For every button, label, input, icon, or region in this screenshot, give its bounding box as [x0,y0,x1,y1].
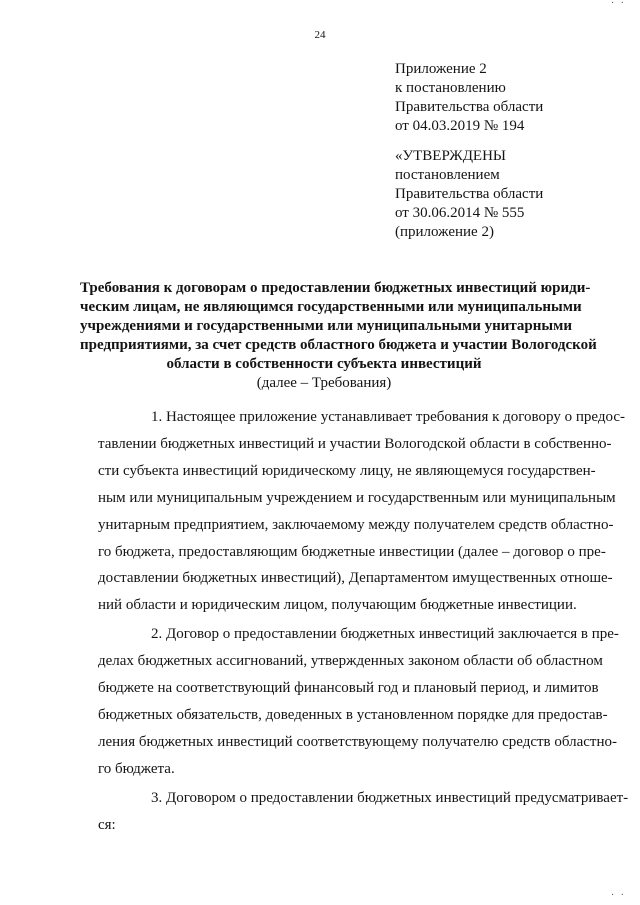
paragraph-1 [98,404,625,619]
corner-mark-bottom: · · [610,890,626,901]
paragraph-2 [98,621,619,782]
document-title [80,279,597,374]
paragraph-line: ления бюджетных инвестиций соответствующему получателю средств областно- [98,733,618,750]
paragraph-line: тавлении бюджетных инвестиций и участии Вологодской области в собственно- [98,435,612,452]
paragraph-line: ным или муниципальным учреждением и государственным или муниципальным [98,489,616,506]
appendix-line: Правительства области [395,99,544,115]
title-line: области в собственности субъекта инвестиций [166,356,482,372]
title-line: Требования к договорам о предоставлении бюджетных инвестиций юриди- [80,280,591,296]
paragraph-line: бюджетных обязательств, доведенных в установленном порядке для предостав- [98,706,608,723]
approved-line: постановлением [395,167,500,183]
title-line: учреждениями и государственными или муниципальными унитарными [80,318,572,334]
paragraph-line: 2. Договор о предоставлении бюджетных инвестиций заключается в пре- [151,626,619,642]
paragraph-3 [98,785,629,839]
paragraph-line: сти субъекта инвестиций юридическому лицу, не являющемуся государствен- [98,462,596,479]
paragraph-line: делах бюджетных ассигнований, утвержденных законом области об областном [98,652,603,669]
corner-mark-top: · · [610,0,626,9]
appendix-line: от 04.03.2019 № 194 [395,118,525,134]
paragraph-line: бюджете на соответствующий финансовый год и плановый период, и лимитов [98,679,599,696]
paragraph-line: унитарным предприятием, заключаемому между получателем средств областно- [98,516,614,533]
paragraph-line: ся: [98,816,116,833]
appendix-reference [395,60,543,136]
title-line: предприятиями, за счет средств областного бюджета и участии Вологодской [80,337,597,353]
paragraph-line: го бюджета, предоставляющим бюджетные инвестиции (далее – договор о пре- [98,543,606,560]
paragraph-line: ний области и юридическим лицом, получающим бюджетные инвестиции. [98,597,577,614]
title-line: ческим лицам, не являющимся государственными или муниципальными [80,299,582,315]
approved-line: «УТВЕРЖДЕНЫ [395,148,507,164]
page-number: 24 [314,29,326,41]
document-subtitle: (далее – Требования) [256,375,392,391]
paragraph-line: 3. Договором о предоставлении бюджетных инвестиций предусматривает- [151,790,629,806]
paragraph-line: доставлении бюджетных инвестиций), Департаментом имущественных отноше- [98,570,613,587]
paragraph-line: 1. Настоящее приложение устанавливает требования к договору о предос- [151,409,625,425]
approved-reference [395,147,543,242]
appendix-line: к постановлению [395,80,506,96]
appendix-line: Приложение 2 [395,61,487,77]
paragraph-line: го бюджета. [98,760,175,777]
approved-line: от 30.06.2014 № 555 [395,205,525,221]
approved-line: Правительства области [395,186,544,202]
approved-line: (приложение 2) [395,224,494,240]
